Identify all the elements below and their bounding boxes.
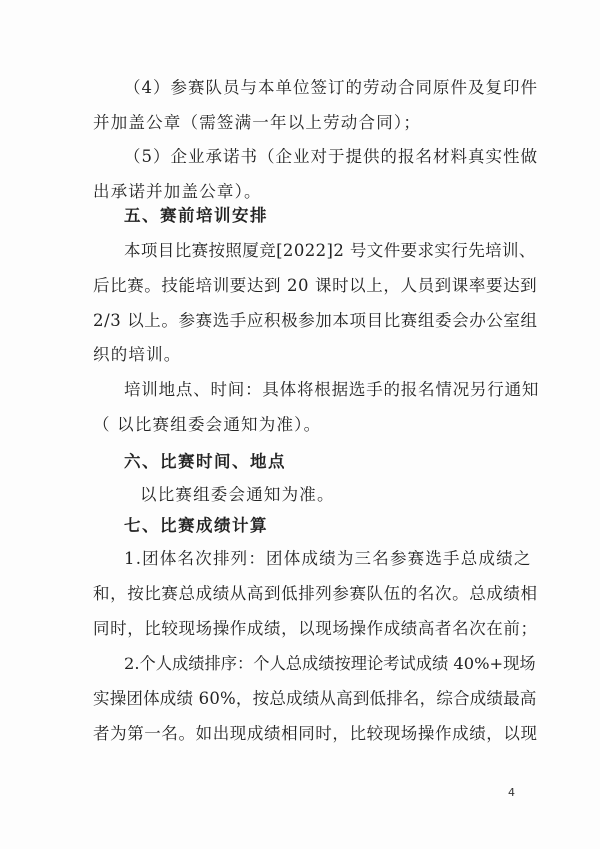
text-line: 以比赛组委会通知为准。 [140, 485, 335, 504]
text-line: 1.团体名次排列：团体成绩为三名参赛选手总成绩之 [124, 549, 532, 568]
text-line: 织的培训。 [93, 345, 182, 364]
section-heading: 六、比赛时间、地点 [124, 452, 286, 471]
text-line: （5）企业承诺书（企业对于提供的报名材料真实性做 [124, 147, 538, 166]
text-line: （4）参赛队员与本单位签订的劳动合同原件及复印件 [124, 78, 538, 97]
page-number: 4 [508, 786, 515, 799]
text-line: 2.个人成绩排序：个人总成绩按理论考试成绩 40%+现场 [124, 654, 536, 673]
text-line: 者为第一名。如出现成绩相同时，比较现场操作成绩，以现 [93, 724, 538, 743]
text-line: 出承诺并加盖公章）。 [93, 182, 262, 201]
section-heading: 五、赛前培训安排 [124, 206, 268, 225]
text-line: 实操团体成绩 60%，按总成绩从高到低排名，综合成绩最高 [93, 689, 537, 708]
section-heading: 七、比赛成绩计算 [124, 516, 268, 535]
text-line: 和，按比赛总成绩从高到低排列参赛队伍的名次。总成绩相 [93, 584, 538, 603]
text-line: 2/3 以上。参赛选手应积极参加本项目比赛组委会办公室组 [93, 311, 538, 330]
text-line: 并加盖公章（需签满一年以上劳动合同）； [93, 113, 422, 132]
text-line: 培训地点、时间：具体将根据选手的报名情况另行通知 [124, 380, 540, 399]
text-line: 同时，比较现场操作成绩，以现场操作成绩高者名次在前； [93, 619, 538, 638]
text-line: 后比赛。技能培训要达到 20 课时以上，人员到课率要达到 [93, 276, 538, 295]
text-line: 本项目比赛按照厦竞[2022]2 号文件要求实行先培训、 [124, 241, 536, 260]
text-line: （ 以比赛组委会通知为准）。 [93, 415, 322, 434]
